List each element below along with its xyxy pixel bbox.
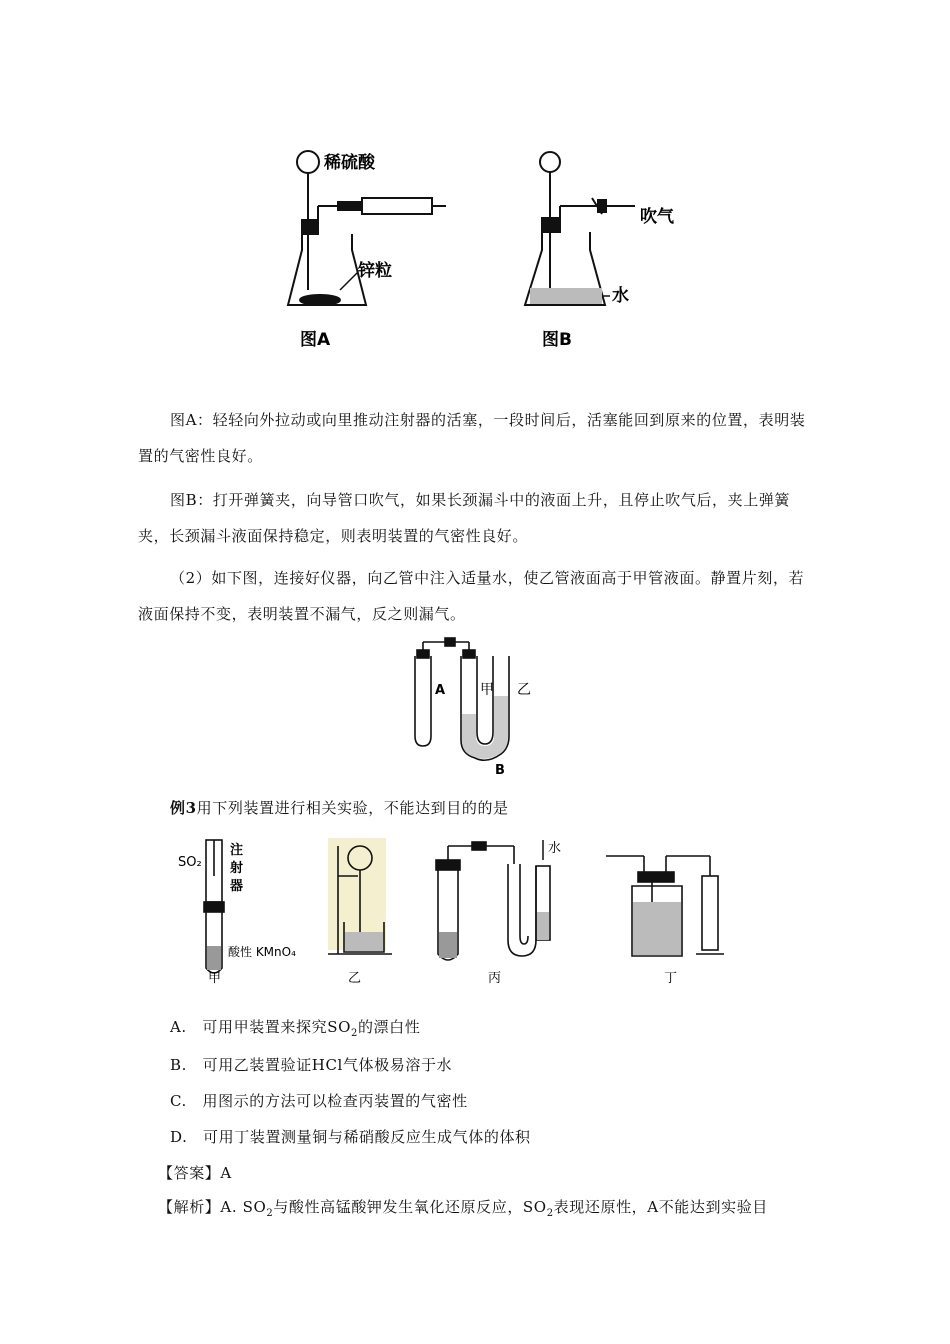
label-water: 水 bbox=[612, 286, 629, 306]
label-yi: 乙 bbox=[517, 682, 531, 698]
example-3 bbox=[170, 790, 850, 826]
water-ding bbox=[633, 902, 681, 955]
label-zinc: 锌粒 bbox=[358, 261, 392, 281]
example-text: 用下列装置进行相关实验，不能达到目的的是 bbox=[196, 799, 509, 817]
paragraph-2: （2）如下图，连接好仪器，向乙管中注入适量水，使乙管液面高于甲管液面。静置片刻，若液面保持不变，表明装置不漏气，反之则漏气。 bbox=[138, 569, 805, 623]
option-c: C. 用图示的方法可以检查丙装置的气密性 bbox=[170, 1092, 468, 1110]
option-d: D. 可用丁装置测量铜与稀硝酸反应生成气体的体积 bbox=[170, 1128, 531, 1146]
analysis-s1: 2 bbox=[266, 1208, 274, 1219]
label-syringe-3: 器 bbox=[230, 879, 244, 894]
kmno4-liquid bbox=[207, 946, 221, 970]
caption-yi: 乙 bbox=[348, 971, 362, 986]
caption-bing: 丙 bbox=[488, 971, 502, 986]
label-acid: 稀硫酸 bbox=[324, 153, 375, 173]
analysis-t3: 表现还原性，A不能达到实验目 bbox=[553, 1198, 768, 1216]
analysis-t2: 与酸性高锰酸钾发生氧化还原反应，SO bbox=[273, 1198, 547, 1216]
option-a-post: 的漂白性 bbox=[357, 1018, 421, 1036]
example-prefix: 例3 bbox=[170, 799, 197, 817]
paragraph-fig-b: 图B：打开弹簧夹，向导管口吹气，如果长颈漏斗中的液面上升，且停止吹气后，夹上弹簧夹，长颈漏斗液面保持稳定，则表明装置的气密性良好。 bbox=[138, 491, 791, 545]
label-syringe-1: 注 bbox=[230, 843, 244, 858]
label-syringe-2: 射 bbox=[230, 861, 244, 876]
caption-a: 图A bbox=[300, 330, 331, 350]
label-jia: 甲 bbox=[480, 682, 494, 698]
water-bing-right bbox=[537, 912, 549, 940]
apparatus-a bbox=[288, 151, 446, 305]
figure-ab bbox=[280, 140, 700, 355]
analysis bbox=[158, 1196, 768, 1219]
water-yi bbox=[345, 932, 383, 951]
option-a-pre: A. 可用甲装置来探究SO bbox=[170, 1018, 351, 1036]
option-a bbox=[170, 1016, 420, 1039]
water-bing-tube bbox=[439, 932, 457, 958]
leader-zinc bbox=[340, 272, 358, 290]
label-a: A bbox=[435, 683, 446, 698]
caption-jia: 甲 bbox=[208, 971, 222, 986]
figure-apparatus-row bbox=[172, 836, 732, 986]
analysis-s2: 2 bbox=[546, 1208, 554, 1219]
label-water-3: 水 bbox=[548, 841, 562, 856]
option-a-sub: 2 bbox=[350, 1028, 358, 1039]
analysis-t1: A. SO bbox=[220, 1198, 267, 1216]
caption-b: 图B bbox=[542, 330, 572, 350]
analysis-label: 【解析】 bbox=[158, 1198, 221, 1216]
answer bbox=[158, 1162, 232, 1183]
paragraph-fig-a: 图A：轻轻向外拉动或向里推动注射器的活塞，一段时间后，活塞能回到原来的位置，表明装置的气密性良好。 bbox=[138, 411, 806, 465]
label-blow: 吹气 bbox=[640, 207, 674, 227]
option-b: B. 可用乙装置验证HCl气体极易溶于水 bbox=[170, 1056, 453, 1074]
answer-label: 【答案】 bbox=[158, 1164, 221, 1182]
apparatus-b bbox=[525, 152, 635, 305]
caption-ding: 丁 bbox=[664, 971, 678, 986]
label-kmno4: 酸性 KMnO₄ bbox=[228, 945, 296, 959]
water-u bbox=[462, 696, 508, 759]
label-so2: SO₂ bbox=[178, 855, 202, 870]
water-b bbox=[530, 288, 602, 304]
answer-value: A bbox=[220, 1164, 232, 1182]
label-b: B bbox=[495, 763, 505, 778]
figure-u-tube bbox=[405, 636, 545, 778]
